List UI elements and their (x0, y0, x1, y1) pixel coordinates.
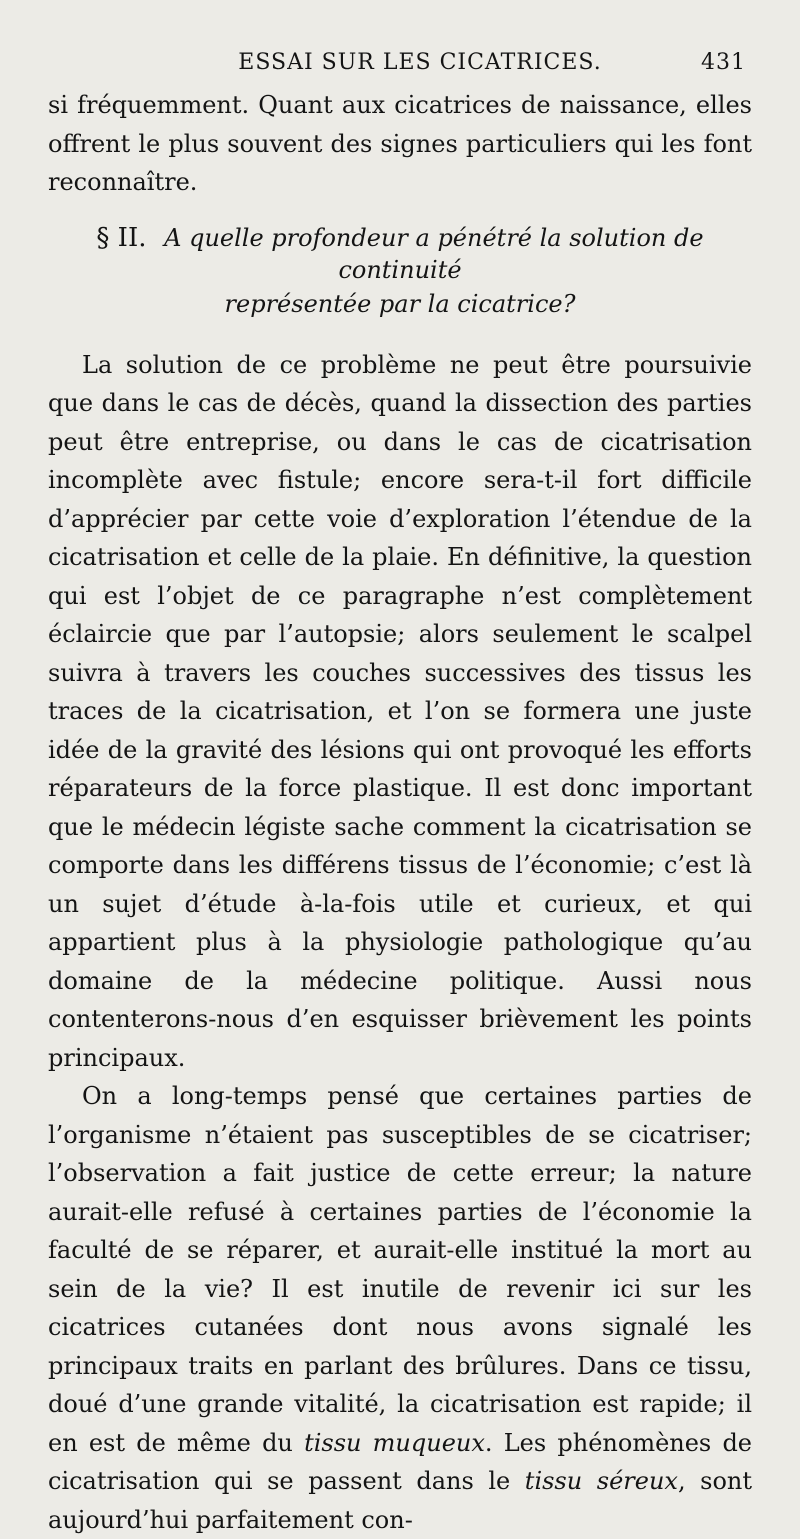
body-text (48, 86, 752, 1539)
paragraph-2: La solution de ce problème ne peut être poursuivie que dans le cas de décès, quand la dissection des parties peut être entreprise, ou dans le cas de cicatrisation incomplète avec fistule; encore sera-t-il fort difficile d’apprécier par cette voie d’exploration l’étendue de la cicatrisation et celle de la plaie. En définitive, la question qui est l’objet de ce paragraphe n’est complètement éclaircie que par l’autopsie; alors seulement le scalpel suivra à travers les couches successives des tissus les traces de la cicatrisation, et l’on se formera une juste idée de la gravité des lésions qui ont provoqué les efforts réparateurs de la force plastique. Il est donc important que le médecin légiste sache comment la cicatrisation se comporte dans les différens tissus de l’économie; c’est là un sujet d’étude à-la-fois utile et curieux, et qui appartient plus à la physiologie pathologique qu’au domaine de la médecine politique. Aussi nous contenterons-nous d’en esquisser brièvement les points principaux. (48, 350, 752, 1072)
paragraph-3-text-2: . Les phénomènes de cicatrisation qui se passent dans le (48, 1428, 753, 1495)
section-heading (48, 222, 752, 320)
running-head (48, 40, 752, 84)
paragraph-3 (48, 1077, 752, 1539)
section-label: § II. (96, 222, 147, 253)
running-head-title: ESSAI SUR LES CICATRICES. (238, 49, 602, 75)
paragraph-3-emphasis-2: tissu séreux (524, 1467, 678, 1495)
paragraph-1: si fréquemment. Quant aux cicatrices de naissance, elles offrent le plus souvent des signes particuliers qui les font reconnaître. (48, 91, 752, 196)
section-title-line-2: représentée par la cicatrice? (224, 289, 576, 318)
paragraph-3-text-1: On a long-temps pensé que certaines parties de l’organisme n’étaient pas susceptibles de se cicatriser; l’observation a fait justice de cette erreur; la nature aurait-elle refusé à certaines parties de l’économie la faculté de se réparer, et aurait-elle institué la mort au sein de la vie? Il est inutile de revenir ici sur les cicatrices cutanées dont nous avons signalé les principaux traits en parlant des brûlures. Dans ce tissu, doué d’une grande vitalité, la cicatrisation est rapide; il en est de même du (48, 1082, 752, 1457)
paragraph-3-emphasis-1: tissu muqueux (304, 1428, 485, 1457)
section-title-line-1: A quelle profondeur a pénétré la solution de continuité (164, 223, 704, 284)
page-number: 431 (701, 50, 746, 75)
paragraph-3-text-3: , sont aujourd’hui parfaitement con- (48, 1467, 753, 1534)
